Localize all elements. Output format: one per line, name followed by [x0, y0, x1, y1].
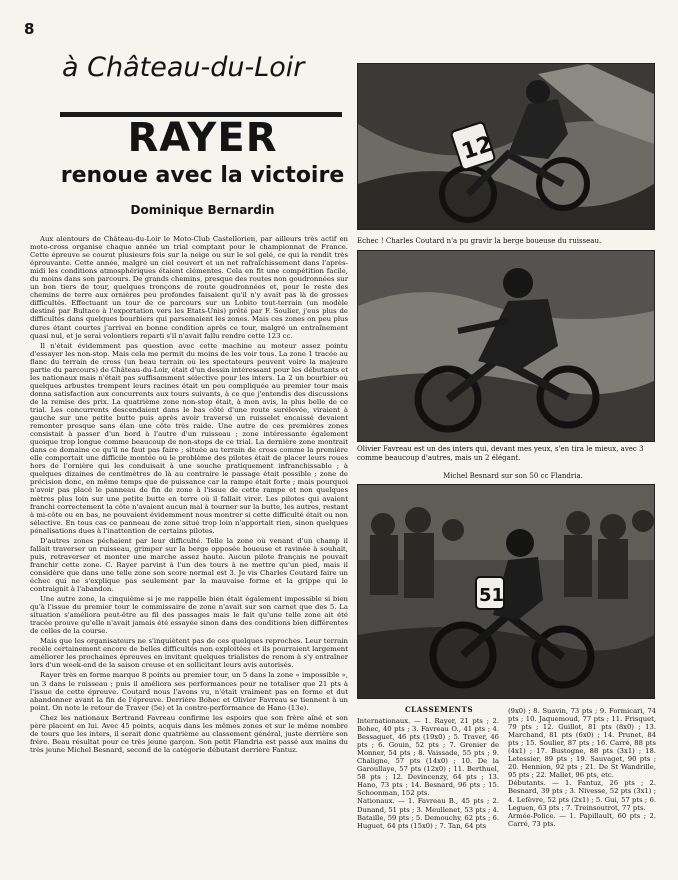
article-subheadline: renoue avec la victoire: [60, 163, 345, 188]
body-paragraph: Rayer très en forme marque 8 points au premier tour, un 5 dans la zone « impossible », un 3 dans le ruisseau ; puis il améliora ses performances pour ne totaliser que 21 pts à l'issue de cette épreuve. Coutard nous l'avons vu, n'était vraiment pas en forme et dut abandonner avant la fin de l'épreuve. Derrière Bohec et Olivier Favreau se tiennent à un point. On note le retour de Traver (5e) et la contre-performance de Hano (13e).: [30, 671, 348, 712]
body-paragraph: D'autres zones péchaient par leur difficulté. Telle la zone où venant d'un champ il fallait traverser un ruisseau, grimper sur la berge opposée boueuse et ravinée à souhait, puis, retraverser et monter une marche assez haute. Aucun pilote français ne pouvait franchir cette zone. C. Rayer parvint à l'un des tours à ne mettre qu'un pied, mais il considère que dans une telle zone son score normal est 3. Je vis Charles Coutard faire un échec qui ne s'explique pas seulement par la mauvaise forme et la grippe qui le contraignit à l'abandon.: [30, 536, 348, 594]
classements-title: CLASSEMENTS: [404, 705, 474, 714]
rider-number-51: 51: [479, 585, 505, 606]
classement-entry: Débutants. — 1. Fantuz, 26 pts ; 2. Besnard, 39 pts ; 3. Nivesse, 52 pts (3x1) ; 4. Lefèvre, 52 pts (2x1) ; 5. Gui, 57 pts ; 6. Leguen, 63 pts ; 7. Treinsoutrot, 77 pts.: [508, 779, 656, 812]
classement-entry: (9x0) ; 8. Suavin, 73 pts ; 9. Formicari, 74 pts ; 10. Jaquemoud, 77 pts ; 11. Frisquet, 79 pts ; 12. Guillot, 81 pts (8x0) ; 13. Marchand, 81 pts (6x0) ; 14. Prunet, 84 pts ; 15. Soulier, 87 pts ; 16. Carré, 88 pts (4x1) ; 17. Bustogne, 88 pts (3x1) ; 18. Letessier, 89 pts ; 19. Sauvaget, 90 pts ; 20. Hennion, 92 pts ; 21. De St Wandrille, 95 pts ; 22. Mallet, 96 pts, etc.: [508, 707, 656, 780]
classement-entry: Armée-Police. — 1. Papillault, 60 pts ; 2. Carré, 73 pts.: [508, 811, 656, 828]
photo-caption-3: Michel Besnard sur son 50 cc Flandria.: [443, 472, 583, 480]
body-paragraph: Il n'était évidemment pas question avec cette machine au moteur assez pointu d'essayer les non-stop. Mais cela me permit du moins de les voir tous. La zone 1 tracée au flanc du terrain de cross (un beau terrain où les spectateurs peuvent voire la majeure partie du parcours) de Château-du-Loir, était d'un dessin intéressant pour les débutants et les nationaux mais n'était pas suffisamment sélective pour les inters. La 2 un bourbier où quelques arbustes trempent leurs racines était un peu compliquée au premier tour mais donna satisfaction aux concurrents aux tours suivants, à ce que j'entendis des discussions de la remise des prix. La quatrième zone non-stop était, à mon avis, la plus belle de ce trial. Les concurrents descendaient dans le bas côté d'une route surélevée, viraient à gauche sur une petite butte puis après avoir traversé un ruisselet encaissé devaient remonter presque sans élan une côte très raide. Une autre de ces premières zones consistait à passer d'un bord à l'autre d'un ruisseau ; zone intéressante également quoique trop longue comme beaucoup de non-stops de ce trial. La dernière zone montrait dans ce domaine ce qu'il ne faut pas faire ; située au terrain de cross comme la première elle comportait une difficile montée où le problème des pilotes était de placer leurs roues hors de l'ornière qui les conduisait à une souche pratiquement infranchissable ; à quelques dizaines de centimètres de là au contraire le passage était possible ; zone de précision donc, en même temps que de puissance car la rampe était forte ; mais pourquoi n'avoir pas placé le panneau de fin de zone à l'issue de cette rampe et non quelques mètres plus loin sur une petite butte en terre où il fallait virer. Les pilotes qui avaient franchi correctement la côte n'avaient aucun mal à tourner sur la butte, les autres, restant à mi-côte ou en bas, ne pouvaient évidemment nous montrer si cette difficulté était ou non sélective. En tous cas ce panneau de zone situé trop loin n'apportait rien, sinon quelques pénalisations dues à l'inattention de certains pilotes.: [30, 341, 348, 535]
body-paragraph: Mais que les organisateurs ne s'inquiètent pas de ces quelques reproches. Leur terrain recèle certainement encore de belles difficultés non exploitées et ils pourraient largement améliorer les prochaines épreuves en invitant quelques trialistes de renom à s'y entraîner lors d'un week-end de la saison creuse et en sollicitant leurs avis autorisés.: [30, 637, 348, 670]
photo-caption-1: Echec ! Charles Coutard n'a pu gravir la berge boueuse du ruisseau.: [357, 237, 602, 245]
page-number: 8: [24, 20, 35, 38]
rider-number-12: 12: [458, 131, 496, 165]
article-body: [30, 235, 348, 855]
body-paragraph: Aux alentours de Château-du-Loir le Moto-Club Castellorien, par ailleurs très actif en moto-cross organise chaque année un trial comptant pour le championnat de France. Cette épreuve se courut plusieurs fois sur la neige ou sur le sol gelé, ce qui la rendit très éprouvante. Cette année, malgré un ciel couvert et un net rafraîchissement dans l'après-midi les conditions atmosphériques étaient clémentes. Cela en fit une compétition facile, du moins dans son parcours. De grands chemins, presque des routes non goudronnées sur un bon tiers de tour, quelques tronçons de route goudronnées et, pour le reste des chemins de terre aux ornières peu profondes faisaient qu'il n'y avait pas là de grosses difficultés. Effectuant un tour de ce parcours sur un Lobito tout-terrain (un modèle destiné par Bultaco à l'exportation vers les Etats-Unis) prêté par F. Soulier, j'eus plus de difficultés dans quelques bourbiers qui parsemaient les zones. Mais ces zones on peu plus dures étant courtes j'arrivai en bonne condition après ce tour, malgré un entraînement quasi nul, et je serai volontiers reparti s'il n'avait fallu rendre cette 123 cc.: [30, 235, 348, 340]
photo-coutard-muddy-bank: [357, 63, 655, 230]
article-kicker: à Château-du-Loir: [62, 52, 305, 83]
classements-column-right: [508, 707, 656, 828]
photo-olivier-favreau: [357, 250, 655, 442]
classement-entry: Internationaux. — 1. Rayer, 21 pts ; 2. Bohec, 40 pts ; 3. Favreau O., 41 pts ; 4. Bessaguet, 46 pts (19x0) ; 5. Traver, 46 pts ; 6. Gouin, 52 pts ; 7. Grenier de Monner, 54 pts ; 8. Vaissade, 55 pts ; 9. Chaligne, 57 pts (14x0) ; 10. De la Garoullaye, 57 pts (12x0) ; 11. Berthuel, 58 pts ; 12. Devincenzy, 64 pts ; 13. Hano, 73 pts ; 14. Besnard, 96 pts ; 15. Schoonman, 152 pts.: [357, 717, 499, 798]
body-paragraph: Une autre zone, la cinquième si je me rappelle bien était également impossible si bien qu'à l'issue du premier tour le commissaire de zone n'avait sur son carnet que des 5. La situation s'améliora peut-être au fil des passages mais le fait qu'une telle zone ait été tracée prouve qu'elle n'avait jamais été essayée sinon dans des conditions bien différentes de celles de la course.: [30, 595, 348, 636]
classement-entry: Nationaux. — 1. Favreau B., 45 pts ; 2. Dunand, 51 pts ; 3. Meullenet, 53 pts ; 4. Bataille, 59 pts ; 5. Demouchy, 62 pts ; 6. Huguet, 64 pts (15x0) ; 7. Tan, 64 pts: [357, 797, 499, 830]
classements-column-left: [357, 717, 499, 830]
photo-michel-besnard: [357, 484, 655, 699]
body-paragraph: Chez les nationaux Bertrand Favreau confirme les espoirs que son frère aîné et son père placent en lui. Avec 45 points, acquis dans les mêmes zones et sur le même nombre de tours que les inters, il serait donc quatrième au classement général, juste derrière son frère. Beau résultat pour ce très jeune garçon. Son petit Flandria est passé aux mains du très jeune Michel Besnard, second de la catégorie débutant derrière Fantuz.: [30, 713, 348, 754]
article-byline: Dominique Bernardin: [130, 203, 275, 217]
article-headline: RAYER: [127, 115, 278, 161]
photo-caption-2: Olivier Favreau est un des inters qui, devant mes yeux, s'en tira le mieux, avec 3 comme beaucoup d'autres, mais un 2 élégant.: [357, 445, 644, 462]
